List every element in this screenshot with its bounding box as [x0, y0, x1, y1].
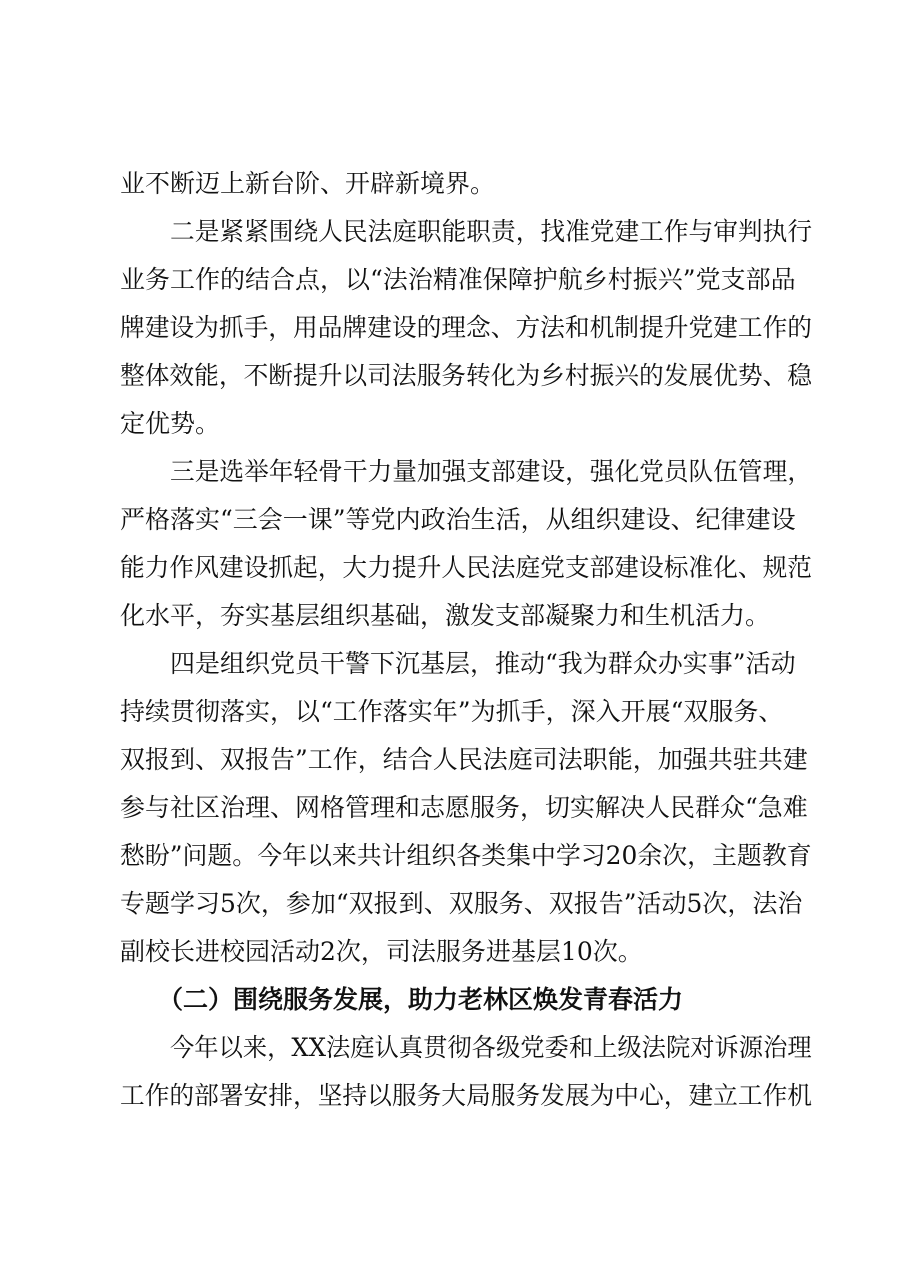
text-line	[0, 834, 909, 878]
line-text: 能力作风建设抓起，大力提升人民法庭党支部建设标准化、规范	[120, 553, 813, 582]
line-text: 整体效能，不断提升以司法服务转化为乡村振兴的发展优势、稳	[120, 361, 813, 390]
text-line	[0, 642, 909, 686]
text-line	[0, 402, 909, 446]
line-text: 双报到、双报告”工作，结合人民法庭司法职能，加强共驻共建	[120, 745, 808, 774]
text-line	[0, 162, 909, 206]
text-line	[0, 1074, 909, 1118]
text-line	[0, 306, 909, 350]
text-line	[0, 258, 909, 302]
text-line	[0, 546, 909, 590]
line-text: 四是组织党员干警下沉基层，推动“我为群众办实事”活动	[170, 649, 796, 678]
line-text: 参与社区治理、网格管理和志愿服务，切实解决人民群众“急难	[120, 793, 808, 822]
line-text: 持续贯彻落实，以“工作落实年”为抓手，深入开展“双服务、	[120, 697, 784, 726]
text-line	[0, 690, 909, 734]
text-line	[0, 354, 909, 398]
section-heading-text: （二）围绕服务发展，助力老林区焕发青春活力	[158, 985, 684, 1014]
text-line	[0, 1026, 909, 1070]
line-text: 专题学习5次，参加“双报到、双服务、双报告”活动5次，法治	[120, 889, 803, 918]
section-heading	[0, 978, 909, 1022]
text-line	[0, 738, 909, 782]
line-text: 严格落实“三会一课”等党内政治生活，从组织建设、纪律建设	[120, 505, 796, 534]
text-line	[0, 498, 909, 542]
line-text: 三是选举年轻骨干力量加强支部建设，强化党员队伍管理，	[170, 457, 813, 486]
text-line	[0, 210, 909, 254]
line-text: 二是紧紧围绕人民法庭职能职责，找准党建工作与审判执行	[170, 217, 813, 246]
line-text: 定优势。	[120, 409, 221, 438]
line-text: 愁盼”问题。今年以来共计组织各类集中学习20余次，主题教育	[120, 841, 812, 870]
line-text: 牌建设为抓手，用品牌建设的理念、方法和机制提升党建工作的	[120, 313, 813, 342]
text-line	[0, 594, 909, 638]
line-text: 今年以来，XX法庭认真贯彻各级党委和上级法院对诉源治理	[170, 1033, 812, 1062]
text-line	[0, 930, 909, 974]
text-line	[0, 882, 909, 926]
text-line	[0, 450, 909, 494]
line-text: 工作的部署安排，坚持以服务大局服务发展为中心，建立工作机	[120, 1081, 813, 1110]
line-text: 业务工作的结合点，以“法治精准保障护航乡村振兴”党支部品	[120, 265, 796, 294]
text-line	[0, 786, 909, 830]
line-text: 化水平，夯实基层组织基础，激发支部凝聚力和生机活力。	[120, 601, 771, 630]
line-text: 副校长进校园活动2次，司法服务进基层10次。	[120, 937, 643, 966]
line-text: 业不断迈上新台阶、开辟新境界。	[120, 169, 496, 198]
